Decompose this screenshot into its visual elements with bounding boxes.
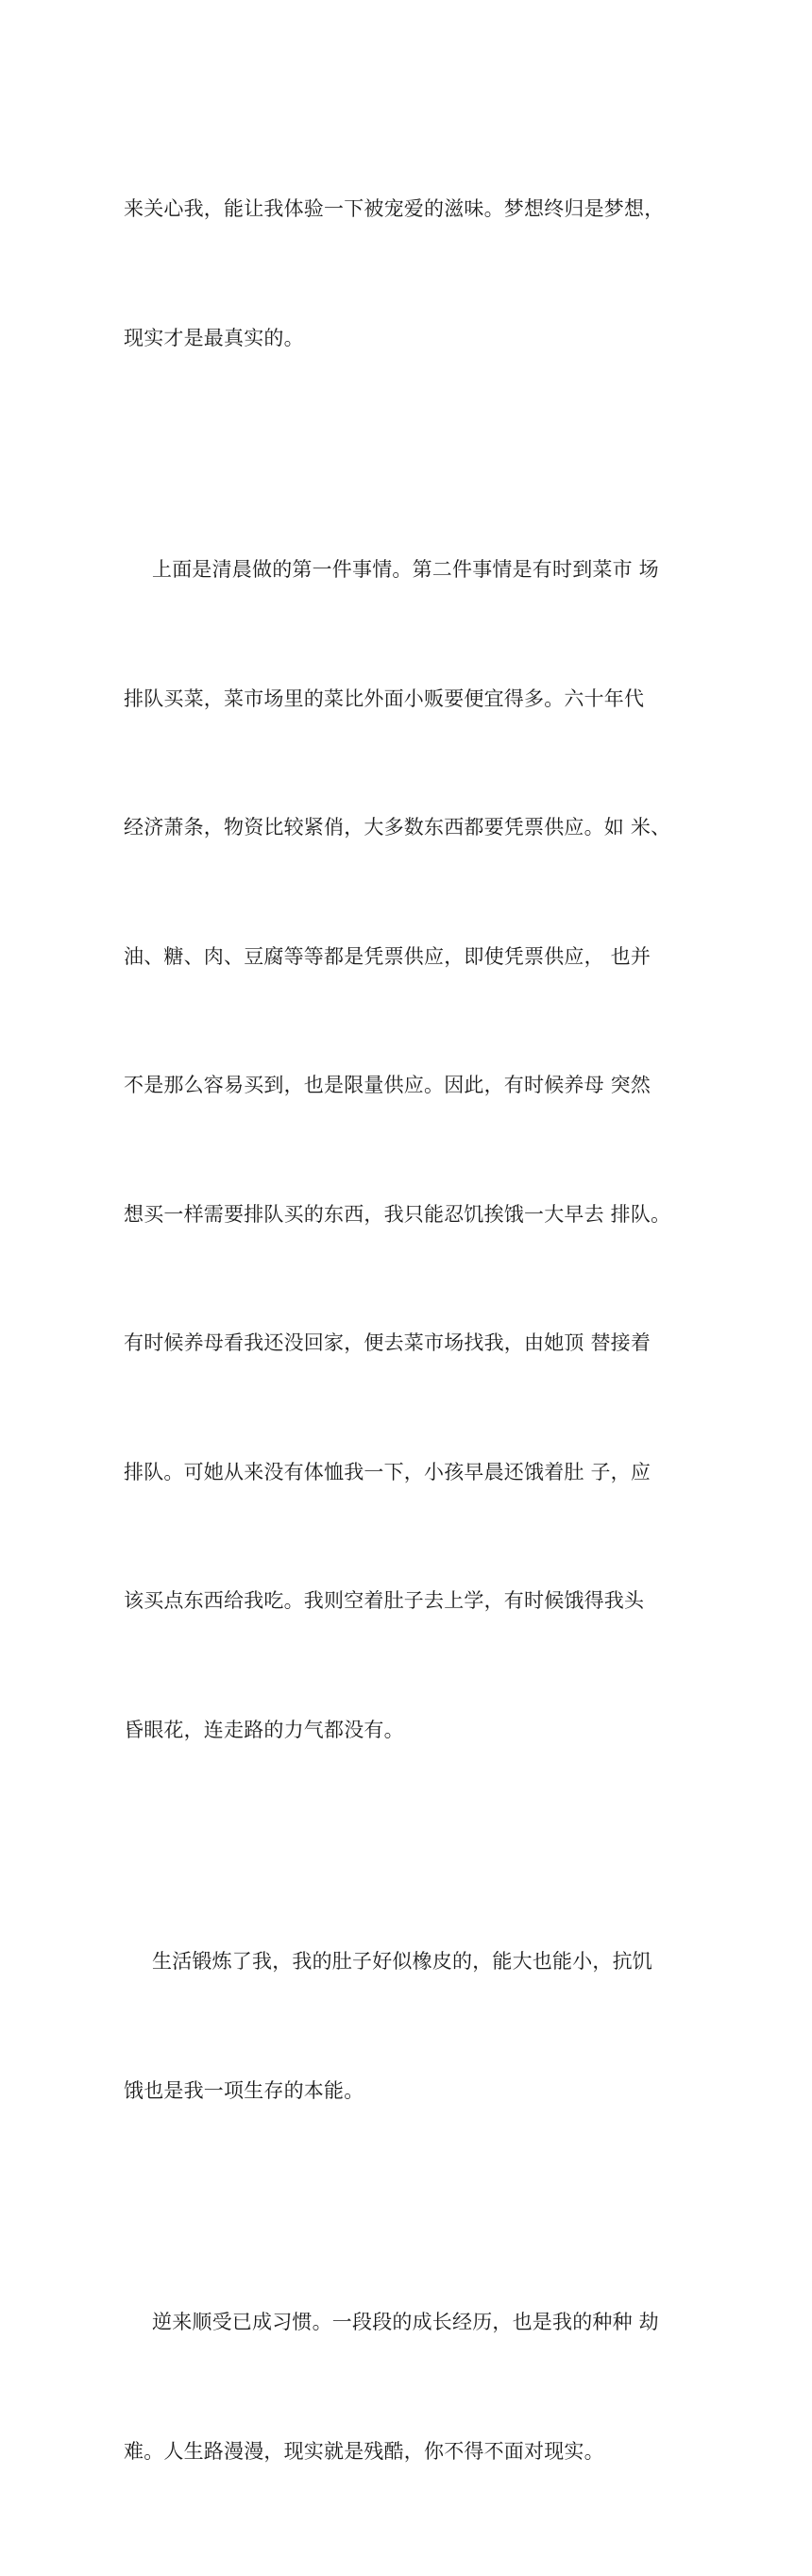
text-line: 难。人生路漫漫，现实就是残酷，你不得不面对现实。 [124, 2439, 604, 2463]
text-line: 该买点东西给我吃。我则空着肚子去上学，有时候饿得我头 [124, 1589, 645, 1612]
text-line: 想买一样需要排队买的东西，我只能忍饥挨饿一大早去 排队。 [124, 1202, 671, 1226]
text-line: 现实才是最真实的。 [124, 326, 304, 349]
text-line: 来关心我，能让我体验一下被宠爱的滋味。梦想终归是梦想， [124, 197, 665, 220]
text-line: 油、糖、肉、豆腐等等都是凭票供应，即使凭票供应， 也并 [124, 944, 651, 968]
text-line: 排队。可她从来没有体恤我一下，小孩早晨还饿着肚 子，应 [124, 1460, 651, 1483]
text-line: 经济萧条，物资比较紧俏，大多数东西都要凭票供应。如 米、 [124, 816, 671, 839]
paragraph-4 [124, 2215, 690, 2559]
document-body [124, 102, 690, 2576]
text-line: 有时候养母看我还没回家，便去菜市场找我，由她顶 替接着 [124, 1331, 651, 1354]
text-line: 生活锻炼了我，我的肚子好似橡皮的，能大也能小，抗饥 [152, 1950, 652, 1973]
text-line: 饿也是我一项生存的本能。 [124, 2078, 364, 2102]
paragraph-1 [124, 102, 690, 446]
paragraph-3 [124, 1855, 690, 2198]
text-line: 昏眼花，连走路的力气都没有。 [124, 1718, 404, 1741]
text-line: 排队买菜，菜市场里的菜比外面小贩要便宜得多。六十年代 [124, 686, 645, 710]
paragraph-2 [124, 463, 690, 1838]
text-line: 不是那么容易买到，也是限量供应。因此，有时候养母 突然 [124, 1074, 651, 1096]
text-line: 上面是清晨做的第一件事情。第二件事情是有时到菜市 场 [152, 558, 659, 581]
text-line: 逆来顺受已成习惯。一段段的成长经历，也是我的种种 劫 [152, 2311, 659, 2333]
